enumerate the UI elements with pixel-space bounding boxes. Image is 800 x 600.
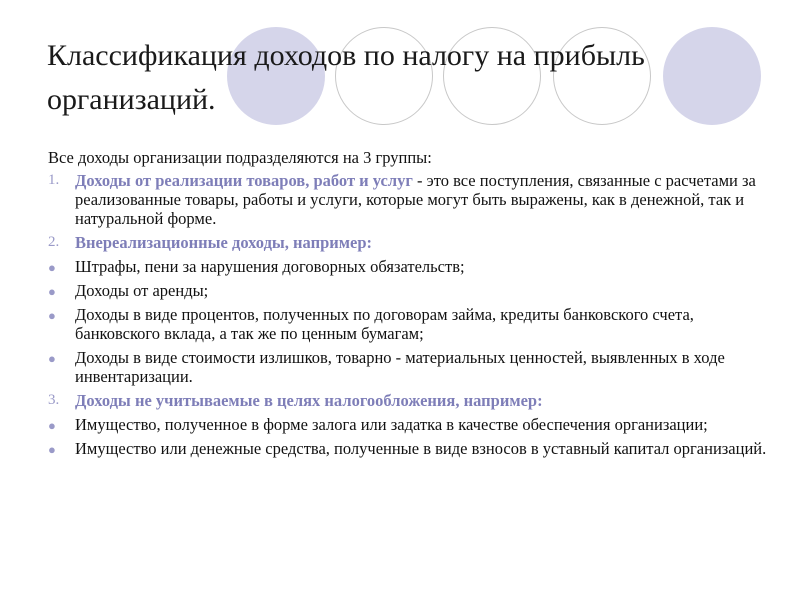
list-item-group-1 bbox=[48, 171, 768, 228]
slide-content bbox=[48, 148, 768, 463]
item-text: Доходы в виде стоимости излишков, товарно - материальных ценностей, выявленных в ходе инвентаризации. bbox=[75, 348, 725, 386]
item-text: - это все поступления, связанные с расчетами за реализованные товары, работы и услуги, которые могут быть выражены, как в денежной, так и натуральной форме. bbox=[75, 171, 756, 228]
list-item-bullet bbox=[48, 348, 768, 386]
list-item-group-2 bbox=[48, 233, 768, 252]
number-marker: 1. bbox=[48, 172, 60, 188]
bullet-icon: ● bbox=[48, 284, 56, 299]
list-item-bullet bbox=[48, 415, 768, 434]
item-text: Доходы от аренды; bbox=[75, 281, 209, 300]
bullet-icon: ● bbox=[48, 260, 56, 275]
list-item-bullet bbox=[48, 281, 768, 300]
bullet-icon: ● bbox=[48, 308, 56, 323]
item-heading: Внереализационные доходы, например: bbox=[75, 233, 373, 252]
list-item-bullet bbox=[48, 305, 768, 343]
list-item-group-3 bbox=[48, 391, 768, 410]
bullet-icon: ● bbox=[48, 351, 56, 366]
list-item-bullet bbox=[48, 257, 768, 276]
item-heading: Доходы от реализации товаров, работ и услуг bbox=[75, 171, 413, 190]
number-marker: 3. bbox=[48, 392, 60, 408]
item-text: Имущество, полученное в форме залога или задатка в качестве обеспечения организации; bbox=[75, 415, 708, 434]
item-text: Доходы в виде процентов, полученных по договорам займа, кредиты банковского счета, банковского вклада, а так же по ценным бумагам; bbox=[75, 305, 694, 343]
item-text: Имущество или денежные средства, полученные в виде взносов в уставный капитал организаций. bbox=[75, 439, 767, 458]
slide-title: Классификация доходов по налогу на прибыль организаций. bbox=[47, 39, 645, 116]
bullet-icon: ● bbox=[48, 442, 56, 457]
list-item-bullet bbox=[48, 439, 768, 458]
item-text: Штрафы, пени за нарушения договорных обязательств; bbox=[75, 257, 465, 276]
number-marker: 2. bbox=[48, 234, 60, 250]
intro-text: Все доходы организации подразделяются на 3 группы: bbox=[48, 148, 432, 167]
decor-circle-4 bbox=[663, 27, 761, 125]
item-heading: Доходы не учитываемые в целях налогообложения, например: bbox=[75, 391, 543, 410]
bullet-icon: ● bbox=[48, 418, 56, 433]
